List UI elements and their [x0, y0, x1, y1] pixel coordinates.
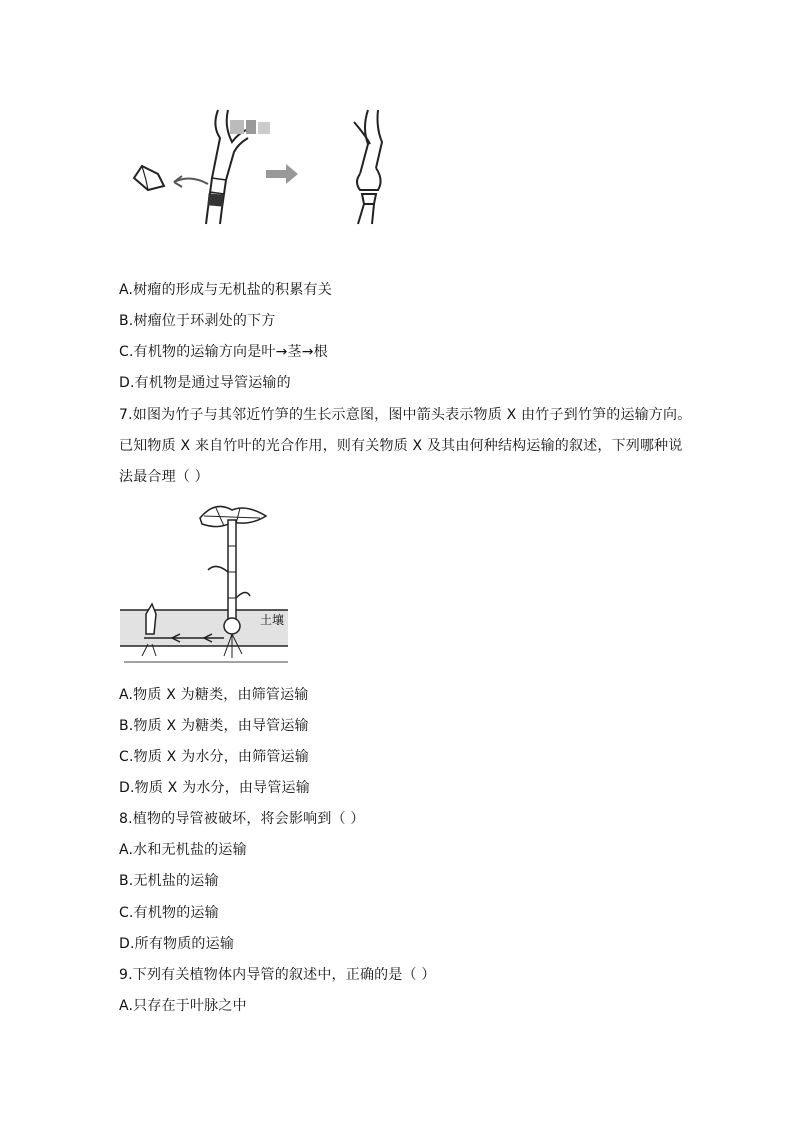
q6-option-c: C.有机物的运输方向是叶→茎→根: [119, 344, 328, 360]
q6-option-a: A.树瘤的形成与无机盐的积累有关: [119, 282, 332, 298]
q6-option-b: B.树瘤位于环剥处的下方: [119, 313, 276, 329]
q7-option-c: C.物质 X 为水分，由筛管运输: [119, 749, 309, 765]
soil-label: 土壤: [260, 613, 285, 627]
q7-option-b: B.物质 X 为糖类，由导管运输: [119, 718, 309, 734]
bamboo-figure: [120, 500, 295, 665]
q7-stem-line-3: 法最合理（ ）: [119, 469, 209, 485]
q7-option-a: A.物质 X 为糖类，由筛管运输: [119, 687, 309, 703]
q7-stem-line-1: 7.如图为竹子与其邻近竹笋的生长示意图，图中箭头表示物质 X 由竹子到竹笋的运输方向。: [119, 407, 692, 423]
q8-option-a: A.水和无机盐的运输: [119, 842, 247, 858]
q7-stem-line-2: 已知物质 X 来自竹叶的光合作用，则有关物质 X 及其由何种结构运输的叙述，下列哪种说: [119, 438, 683, 454]
q7-option-d: D.物质 X 为水分，由导管运输: [119, 780, 310, 796]
q8-stem: 8.植物的导管被破坏，将会影响到（ ）: [119, 811, 365, 827]
q9-stem: 9.下列有关植物体内导管的叙述中，正确的是（ ）: [119, 967, 436, 983]
girdling-figure: [128, 108, 408, 228]
q6-option-d: D.有机物是通过导管运输的: [119, 375, 291, 391]
q8-option-c: C.有机物的运输: [119, 905, 219, 921]
q9-option-a: A.只存在于叶脉之中: [119, 998, 247, 1014]
q8-option-b: B.无机盐的运输: [119, 873, 219, 889]
q8-option-d: D.所有物质的运输: [119, 936, 235, 952]
